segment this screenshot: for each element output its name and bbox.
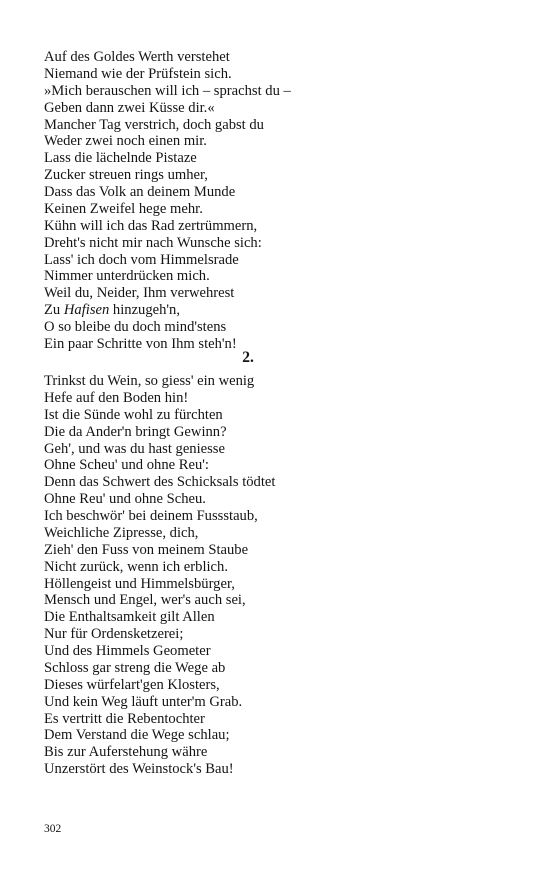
poem-line: Dass das Volk an deinem Munde (44, 184, 236, 200)
poem-line: Niemand wie der Prüfstein sich. (44, 65, 232, 82)
poem-line: Dreht's nicht mir nach Wunsche sich: (44, 234, 262, 251)
poem-line: Es vertritt die Rebentochter (44, 710, 205, 727)
poem-line: Nicht zurück, wenn ich erblich. (44, 558, 228, 575)
poem-line: Kühn will ich das Rad zertrümmern, (44, 217, 258, 234)
poem-line: Ist die Sünde wohl zu fürchten (44, 406, 223, 423)
poem-line: Schloss gar streng die Wege ab (44, 659, 226, 676)
poem-line: Auf des Goldes Werth verstehet (44, 49, 230, 65)
poem-line: Nur für Ordensketzerei; (44, 626, 184, 643)
poem-line: Die Enthaltsamkeit gilt Allen (44, 609, 215, 626)
poem-line: Hefe auf den Boden hin! (44, 389, 189, 406)
line-text: hinzugeh'n, (109, 302, 180, 319)
poem-line: Nimmer unterdrücken mich. (44, 268, 210, 285)
poem-line: Geben dann zwei Küsse dir.« (44, 99, 215, 116)
poem-line: Denn das Schwert des Schicksals tödtet (44, 474, 276, 491)
poem-line: Lass' ich doch vom Himmelsrade (44, 251, 239, 268)
poem-1 (44, 49, 291, 353)
poem-2 (44, 373, 275, 778)
poem-number: 2. (242, 349, 254, 366)
poem-line: Weil du, Neider, Ihm verwehrest (44, 285, 235, 302)
section-heading (0, 349, 550, 367)
poem-line: Dieses würfelart'gen Klosters, (44, 676, 220, 693)
poem-line: Zieh' den Fuss von meinem Staube (44, 541, 249, 558)
poem-line: Weder zwei noch einen mir. (44, 133, 207, 150)
poet-name: Hafisen (63, 302, 110, 319)
poem-line: »Mich berauschen will ich – sprachst du – (44, 82, 291, 99)
poem-line: Mensch und Engel, wer's auch sei, (44, 592, 246, 609)
poem-line: Höllengeist und Himmelsbürger, (44, 575, 235, 592)
poem-line: Mancher Tag verstrich, doch gabst du (44, 116, 264, 133)
poem-line: Ohne Reu' und ohne Scheu. (44, 491, 206, 508)
poem-line: Ich beschwör' bei deinem Fussstaub, (44, 508, 258, 524)
poem-line: Geh', und was du hast geniesse (44, 440, 225, 457)
poem-line: Bis zur Auferstehung währe (44, 744, 208, 761)
line-text: Zu (44, 302, 64, 319)
poem-line: Lass die lächelnde Pistaze (44, 150, 197, 167)
poem-line: Weichliche Zipresse, dich, (44, 524, 199, 541)
poem-line: Dem Verstand die Wege schlau; (44, 727, 230, 744)
page-number: 302 (44, 823, 62, 835)
poem-line: Zucker streuen rings umher, (44, 167, 208, 184)
poem-line: Ohne Scheu' und ohne Reu': (44, 457, 209, 474)
poem-line: Die da Ander'n bringt Gewinn? (44, 423, 227, 440)
poem-line: Ein paar Schritte von Ihm steh'n! (44, 335, 237, 352)
poem-line: Unzerstört des Weinstock's Bau! (44, 761, 234, 778)
poem-line: Keinen Zweifel hege mehr. (44, 200, 203, 217)
poem-line: Und kein Weg läuft unter'm Grab. (44, 693, 243, 710)
poem-line: O so bleibe du doch mind'stens (44, 319, 227, 335)
poem-line: Trinkst du Wein, so giess' ein wenig (44, 373, 255, 389)
poem-line (44, 302, 291, 319)
poem-line: Und des Himmels Geometer (44, 643, 211, 659)
